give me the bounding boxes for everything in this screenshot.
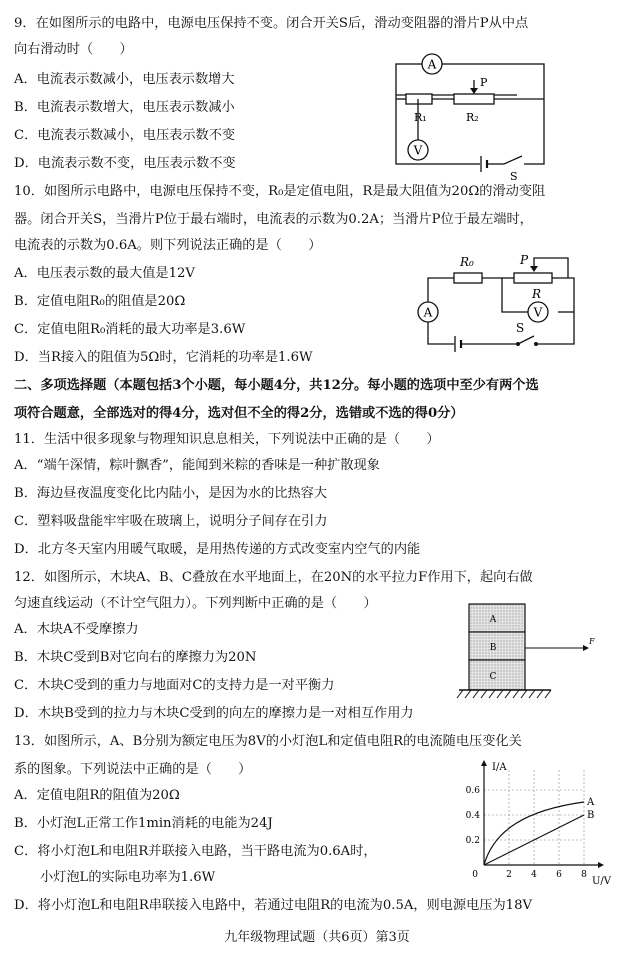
q9-battery [480, 154, 488, 174]
q9-option-b: B．电流表示数增大，电压表示数减小 [14, 100, 235, 115]
q12-force-label: F [589, 637, 595, 646]
q13-option-b: B．小灯泡L正常工作1min消耗的电能为24J [14, 816, 273, 831]
q13-xtick-label: 4 [531, 870, 537, 880]
q10-option-b: B．定值电阻R₀的阻值是20Ω [14, 294, 186, 309]
q9-s-label: S [510, 170, 518, 180]
q9-option-d: D．电流表示数不变，电压表示数不变 [14, 156, 236, 171]
q9-option-a: A．电流表示数减小，电压表示数增大 [14, 72, 235, 87]
q10-option-a: A．电压表示数的最大值是12V [14, 266, 195, 281]
q12-block-b-label: B [489, 643, 497, 653]
q11-option-b: B．海边昼夜温度变化比内陆小，是因为水的比热容大 [14, 486, 328, 501]
q9-stem-line1: 9．在如图所示的电路中，电源电压保持不变。闭合开关S后，滑动变阻器的滑片P从中点 [14, 16, 529, 31]
q10-voltmeter-label: V [533, 305, 543, 320]
q12-option-b: B．木块C受到B对它向右的摩擦力为20N [14, 650, 257, 665]
q11-option-d: D．北方冬天室内用暖气取暖，是用热传递的方式改变室内空气的内能 [14, 542, 421, 557]
q10-battery [455, 336, 461, 352]
q10-resistor-r0 [454, 273, 482, 283]
q10-stem-line1: 10．如图所示电路中，电源电压保持不变，R₀是定值电阻，R是最大阻值为20Ω的滑动变阻 [14, 184, 546, 199]
q10-stem-line3: 电流表的示数为0.6A。则下列说法正确的是（ ） [14, 238, 322, 253]
section2-heading-line2: 项符合题意，全部选对的得4分，选对但不全的得2分，选错或不选的得0分） [14, 406, 464, 421]
q9-resistor-r1 [406, 94, 432, 104]
q12-blocks-diagram [455, 598, 615, 708]
q9-voltmeter-label: V [413, 143, 423, 158]
q10-r-label: R [532, 287, 542, 301]
q9-resistor-r2 [454, 94, 494, 104]
q12-ground [457, 690, 551, 698]
q12-block-c-label: C [489, 672, 497, 682]
q13-option-a: A．定值电阻R的阻值为20Ω [14, 788, 180, 803]
section2-heading-line1: 二、多项选择题（本题包括3个小题，每小题4分，共12分。每小题的选项中至少有两个选 [14, 378, 539, 393]
q13-line-b-label: B [587, 810, 595, 821]
q12-option-c: C．木块C受到的重力与地面对C的支持力是一对平衡力 [14, 678, 335, 693]
q13-ytick-label: 0.4 [465, 811, 480, 821]
q13-xtick-label: 2 [506, 870, 512, 880]
q13-iu-graph [456, 758, 626, 888]
q13-xtick-label: 8 [581, 870, 587, 880]
q12-stem-line1: 12．如图所示，木块A、B、C叠放在水平地面上，在20N的水平拉力F作用下，起向右做 [14, 570, 533, 585]
q10-p-label: P [520, 253, 529, 267]
q12-block-b [469, 632, 525, 660]
q10-option-d: D．当R接入的阻值为5Ω时，它消耗的功率是1.6W [14, 350, 313, 365]
q10-rheostat-r [514, 273, 552, 283]
q9-circuit-diagram [392, 50, 552, 180]
q12-force-arrow [525, 645, 589, 651]
q13-xtick-label: 6 [556, 870, 562, 880]
q10-voltmeter [528, 302, 548, 322]
q10-r0-label: R₀ [460, 255, 474, 269]
q13-origin-label: 0 [472, 870, 478, 880]
q13-curve-a-label: A [587, 797, 595, 808]
q10-circuit-diagram [410, 248, 580, 360]
q11-option-a: A．“端午深情，粽叶飘香”，能闻到米粽的香味是一种扩散现象 [14, 458, 380, 473]
q12-option-a: A．木块A不受摩擦力 [14, 622, 139, 637]
q10-option-c: C．定值电阻R₀消耗的最大功率是3.6W [14, 322, 246, 337]
q12-option-d: D．木块B受到的拉力与木块C受到的向左的摩擦力是一对相互作用力 [14, 706, 414, 721]
q13-ytick-label: 0.2 [465, 836, 480, 846]
q11-stem: 11．生活中很多现象与物理知识息息相关，下列说法中正确的是（ ） [14, 432, 440, 447]
q13-gridlines [484, 770, 584, 865]
q13-option-c-line2: 小灯泡L的实际电功率为1.6W [40, 870, 216, 885]
q13-option-c-line1: C．将小灯泡L和电阻R并联接入电路，当干路电流为0.6A时， [14, 844, 377, 859]
q13-stem-line2: 系的图象。下列说法中正确的是（ ） [14, 762, 252, 777]
q9-voltmeter [408, 140, 428, 160]
q9-stem-line2: 向右滑动时（ ） [14, 42, 133, 57]
q13-ytick-label: 0.6 [465, 786, 480, 796]
q10-switch [516, 336, 538, 346]
q12-block-a [469, 604, 525, 632]
q13-option-d: D．将小灯泡L和电阻R串联接入电路中，若通过电阻R的电流为0.5A，则电源电压为18V [14, 898, 532, 913]
q9-switch [504, 156, 524, 168]
q12-block-a-label: A [489, 615, 497, 625]
q10-stem-line2: 器。闭合开关S，当滑片P位于最右端时，电流表的示数为0.2A；当滑片P位于最左端时， [14, 212, 533, 227]
q9-ammeter-label: A [427, 57, 437, 72]
q9-r2-label: R₂ [466, 111, 479, 124]
q10-ammeter [418, 302, 438, 322]
q13-xlabel: U/V [592, 876, 612, 887]
page-footer: 九年级物理试题（共6页）第3页 [224, 930, 410, 945]
q9-option-c: C．电流表示数减小，电压表示数不变 [14, 128, 236, 143]
q13-stem-line1: 13．如图所示，A、B分别为额定电压为8V的小灯泡L和定值电阻R的电流随电压变化关 [14, 734, 522, 749]
q12-block-c [469, 660, 525, 690]
q11-option-c: C．塑料吸盘能牢牢吸在玻璃上，说明分子间存在引力 [14, 514, 328, 529]
q9-r1-label: R₁ [414, 111, 427, 124]
q9-ammeter [422, 54, 442, 74]
q12-stem-line2: 匀速直线运动（不计空气阻力）。下列判断中正确的是（ ） [14, 596, 377, 611]
q10-s-label: S [516, 321, 525, 335]
q9-p-label: P [480, 76, 488, 89]
q13-ylabel: I/A [492, 762, 507, 773]
q10-ammeter-label: A [423, 305, 433, 320]
